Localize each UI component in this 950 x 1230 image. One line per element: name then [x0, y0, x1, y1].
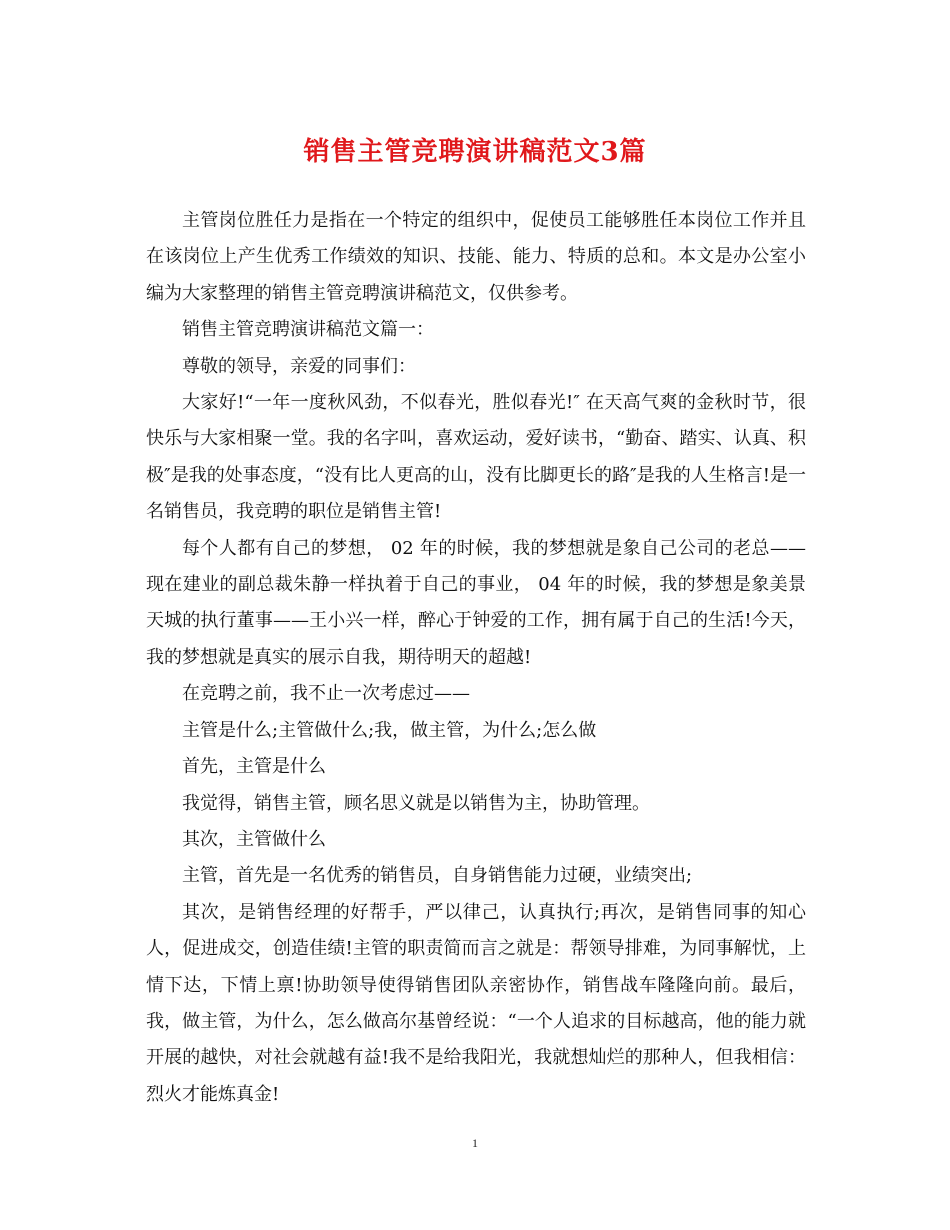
paragraph-section-heading: 销售主管竞聘演讲稿范文篇一： [182, 319, 434, 341]
paragraph-first: 首先，主管是什么 [182, 756, 326, 778]
paragraph-dream: 每个人都有自己的梦想， 02 年的时候，我的梦想就是象自己公司的老总——现在建业的副总裁朱静一样执着于自己的事业， 04 年的时候，我的梦想是象美景天城的执行董事——王小兴一样，醉心于钟爱的工作，拥有属于自己的生活!今天，我的梦想就是真实的展示自我，期待明天的超越! [146, 537, 806, 668]
document-body [146, 203, 806, 1113]
paragraph-duties: 其次，是销售经理的好帮手，严以律己，认真执行;再次，是销售同事的知心人，促进成交，创造佳绩!主管的职责简而言之就是：帮领导排难，为同事解忧，上情下达，下情上禀!协助领导使得销售团队亲密协作，销售战车隆隆向前。最后，我，做主管，为什么，怎么做高尔基曾经说：“一个人追求的目标越高，他的能力就开展的越快，对社会就越有益!我不是给我阳光，我就想灿烂的那种人，但我相信：烈火才能炼真金! [146, 901, 806, 1105]
document-title: 销售主管竞聘演讲稿范文3篇 [303, 137, 647, 167]
paragraph-role: 主管，首先是一名优秀的销售员，自身销售能力过硬，业绩突出; [182, 865, 693, 887]
paragraph-second: 其次，主管做什么 [182, 828, 326, 850]
paragraph-greeting: 大家好!“一年一度秋风劲，不似春光，胜似春光!″ 在天高气爽的金秋时节，很快乐与大家相聚一堂。我的名字叫，喜欢运动，爱好读书，“勤奋、踏实、认真、积极″是我的处事态度，“没有比人更高的山，没有比脚更长的路″是我的人生格言!是一名销售员，我竞聘的职位是销售主管! [146, 392, 806, 523]
paragraph-questions: 主管是什么;主管做什么;我，做主管，为什么;怎么做 [182, 719, 597, 741]
paragraph-definition: 我觉得，销售主管，顾名思义就是以销售为主，协助管理。 [182, 792, 650, 814]
paragraph-intro: 主管岗位胜任力是指在一个特定的组织中，促使员工能够胜任本岗位工作并且在该岗位上产生优秀工作绩效的知识、技能、能力、特质的总和。本文是办公室小编为大家整理的销售主管竞聘演讲稿范文，仅供参考。 [146, 210, 806, 304]
paragraph-considered: 在竞聘之前，我不止一次考虑过—— [182, 683, 470, 705]
paragraph-salutation: 尊敬的领导，亲爱的同事们： [182, 355, 416, 377]
page-number: 1 [472, 1136, 478, 1150]
